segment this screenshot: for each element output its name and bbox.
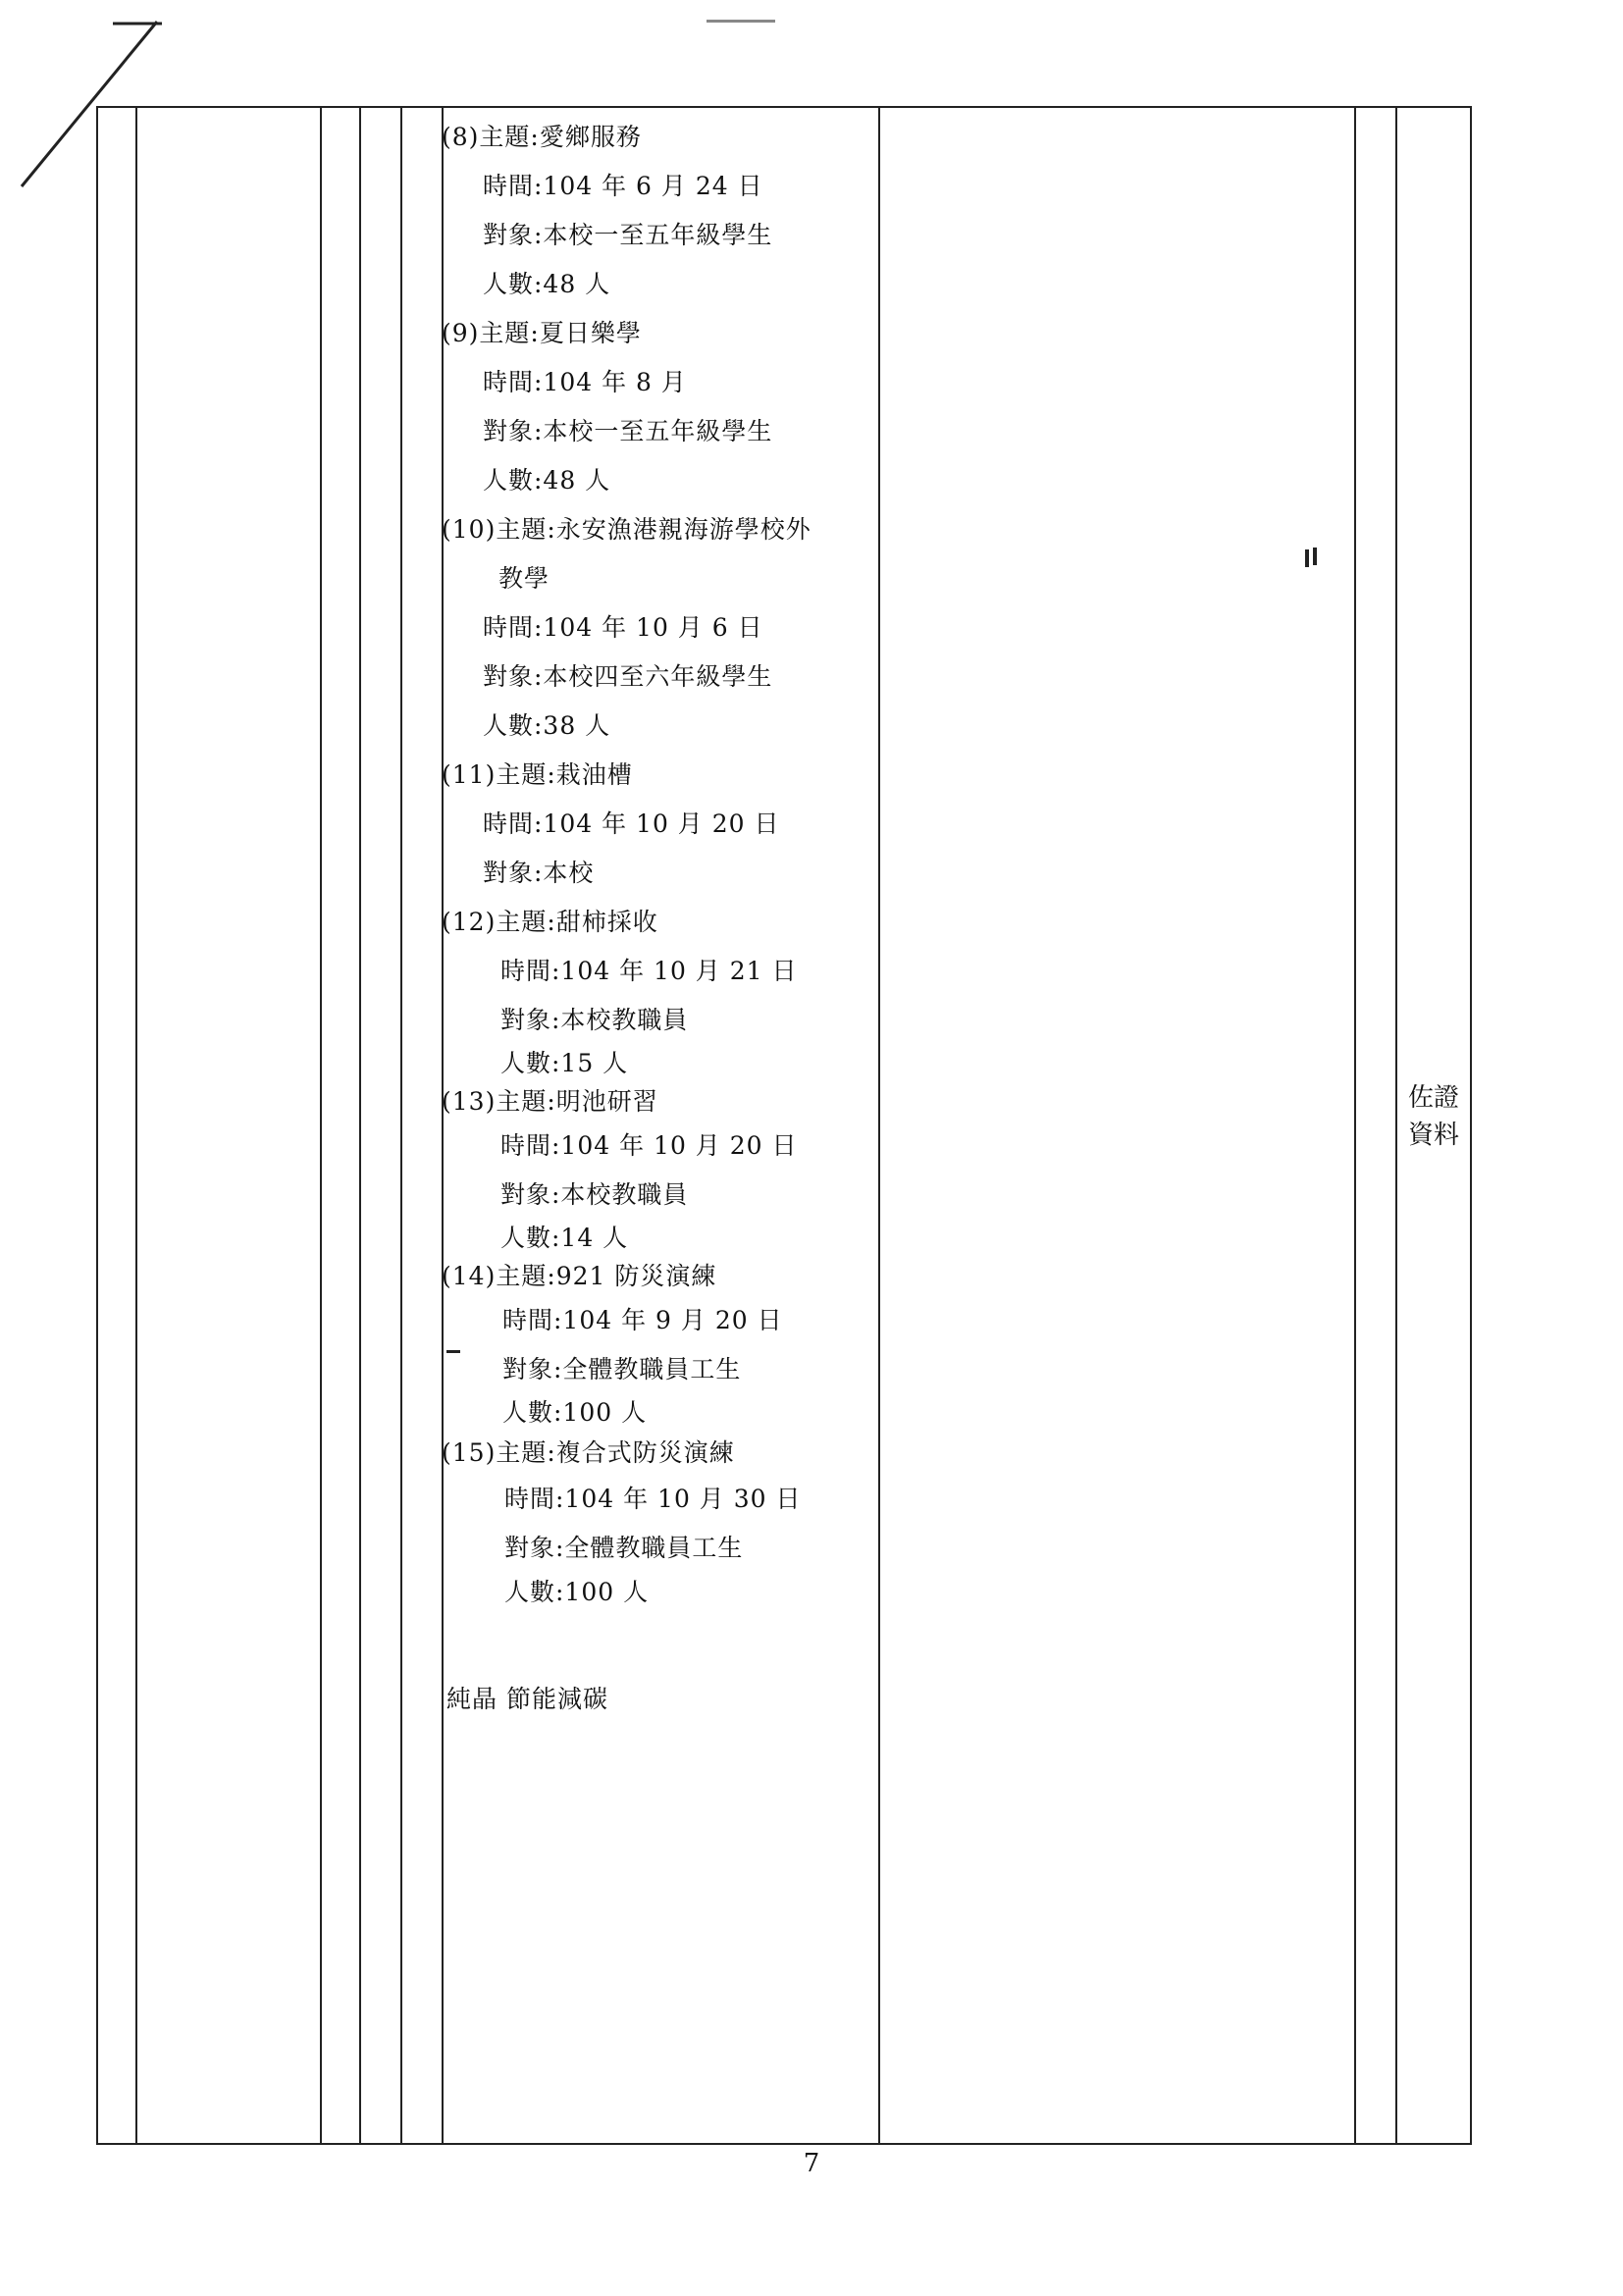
activity-count: 人數:38 人 [483, 711, 611, 740]
evidence-label: 佐證資料 [1408, 1083, 1460, 1150]
activity-topic: (8)主題:愛鄉服務 [442, 123, 642, 151]
activity-topic-continued: 教學 [498, 564, 550, 593]
activity-entry [442, 1257, 873, 1432]
activity-list [442, 113, 873, 1612]
activity-topic: (9)主題:夏日樂學 [442, 319, 642, 347]
activity-target: 對象:本校四至六年級學生 [483, 662, 773, 691]
activity-topic: (11)主題:栽油槽 [442, 760, 633, 789]
activity-count: 人數:48 人 [483, 466, 611, 495]
column-divider [135, 108, 137, 2143]
activity-target: 對象:本校教職員 [500, 1006, 689, 1034]
column-divider [1395, 108, 1397, 2143]
activity-time: 時間:104 年 10 月 30 日 [504, 1485, 802, 1513]
activity-topic: (10)主題:永安漁港親海游學校外 [442, 515, 812, 544]
activity-target: 對象:全體教職員工生 [502, 1355, 742, 1383]
activity-topic: (15)主題:複合式防災演練 [442, 1438, 735, 1467]
activity-entry [442, 1082, 873, 1257]
column-divider [1354, 108, 1356, 2143]
activity-count: 人數:48 人 [483, 270, 611, 298]
activity-entry [442, 113, 873, 309]
column-divider [359, 108, 361, 2143]
activity-time: 時間:104 年 10 月 20 日 [500, 1131, 798, 1160]
activity-entry [442, 309, 873, 505]
activity-time: 時間:104 年 6 月 24 日 [483, 172, 763, 200]
scan-dash [707, 20, 775, 23]
activity-target: 對象:本校教職員 [500, 1180, 689, 1209]
scan-dash [1305, 549, 1309, 567]
footer-note: 純晶 節能減碳 [446, 1685, 608, 1713]
activity-time: 時間:104 年 8 月 [483, 368, 687, 396]
scan-dash [1313, 548, 1317, 565]
activity-time: 時間:104 年 10 月 21 日 [500, 957, 798, 985]
scan-dash [446, 1350, 460, 1353]
page-number: 7 [803, 2149, 820, 2178]
activity-time: 時間:104 年 10 月 6 日 [483, 613, 763, 642]
activity-count: 人數:100 人 [502, 1398, 648, 1427]
column-divider [878, 108, 880, 2143]
activity-target: 對象:本校一至五年級學生 [483, 221, 773, 249]
activity-count: 人數:15 人 [500, 1049, 629, 1077]
column-divider [320, 108, 322, 2143]
activity-entry [442, 898, 873, 1082]
column-divider [400, 108, 402, 2143]
activity-entry [442, 751, 873, 898]
activity-topic: (12)主題:甜柿採收 [442, 908, 658, 936]
activity-topic: (14)主題:921 防災演練 [442, 1262, 717, 1290]
activity-entry [442, 1432, 873, 1612]
activity-entry [442, 505, 873, 751]
activity-target: 對象:本校 [483, 859, 595, 887]
activity-target: 對象:全體教職員工生 [504, 1534, 744, 1562]
activity-count: 人數:100 人 [504, 1578, 650, 1606]
scan-slash-mark [10, 10, 167, 196]
activity-count: 人數:14 人 [500, 1224, 629, 1252]
activity-time: 時間:104 年 9 月 20 日 [502, 1306, 783, 1334]
activity-target: 對象:本校一至五年級學生 [483, 417, 773, 445]
activity-time: 時間:104 年 10 月 20 日 [483, 809, 780, 838]
activity-topic: (13)主題:明池研習 [442, 1087, 658, 1116]
